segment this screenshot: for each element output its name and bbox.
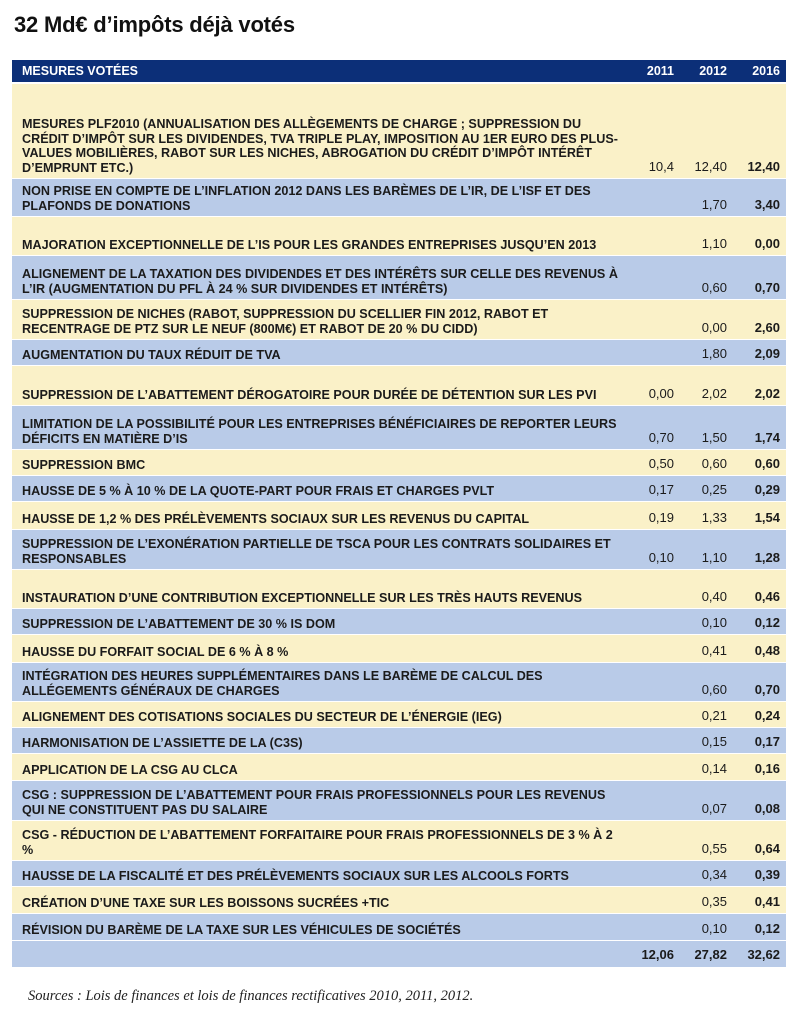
value-2011 [627,630,680,634]
table-row [12,754,786,781]
table-row [12,663,786,702]
table-row [12,609,786,635]
table-row [12,861,786,887]
value-2016: 0,00 [754,236,780,251]
table-row [12,887,786,914]
value-2011 [627,251,680,255]
value-2012: 0,25 [701,482,727,497]
measure-label: HAUSSE DE LA FISCALITÉ ET DES PRÉLÈVEMENTS SOCIAUX SUR LES ALCOOLS FORTS [22,868,569,883]
value-2012: 0,21 [701,708,727,723]
value-2012: 0,15 [701,734,727,749]
value-2012: 0,34 [701,867,727,882]
table-row [12,450,786,476]
table-row [12,702,786,728]
value-2012: 0,60 [701,280,727,295]
header-label: MESURES VOTÉES [22,64,138,78]
value-2012: 0,60 [701,456,727,471]
value-2016: 0,39 [754,867,780,882]
table-row [12,84,786,179]
value-2016: 0,46 [754,589,780,604]
measure-label: SUPPRESSION DE NICHES (RABOT, SUPPRESSION DU SCELLIER FIN 2012, RABOT ET RECENTRAGE DE PTZ SUR LE NEUF (800M€) ET RABOT DE 20 % DU CIDD) [22,307,549,336]
measure-label: RÉVISION DU BARÈME DE LA TAXE SUR LES VÉHICULES DE SOCIÉTÉS [22,922,461,937]
value-2012: 0,14 [701,761,727,776]
measure-label: CSG : SUPPRESSION DE L’ABATTEMENT POUR FRAIS PROFESSIONNELS POUR LES REVENUS QUI NE CONSTITUENT PAS DU SALAIRE [22,788,606,817]
measure-label: NON PRISE EN COMPTE DE L’INFLATION 2012 DANS LES BARÈMES DE L’IR, DE L’ISF ET DES PLAFONDS DE DONATIONS [22,184,591,213]
value-2012: 0,07 [701,801,727,816]
value-2011 [627,658,680,662]
value-2011: 10,4 [648,159,674,174]
table-row [12,340,786,366]
page-title: 32 Md€ d’impôts déjà votés [14,12,295,37]
measure-label: HAUSSE DU FORFAIT SOCIAL DE 6 % À 8 % [22,644,289,659]
value-2012: 0,60 [701,682,727,697]
value-2012: 0,55 [701,841,727,856]
value-2016: 1,74 [754,430,780,445]
value-2016: 2,60 [754,320,780,335]
measure-label: CRÉATION D’UNE TAXE SUR LES BOISSONS SUCRÉES +TIC [22,895,390,910]
value-2016: 2,09 [754,346,780,361]
value-2011 [627,936,680,940]
value-2011 [627,723,680,727]
measure-label: INSTAURATION D’UNE CONTRIBUTION EXCEPTIONNELLE SUR LES TRÈS HAUTS REVENUS [22,590,582,605]
value-2012: 1,10 [701,550,727,565]
value-2011: 0,19 [648,510,674,525]
value-2012: 0,40 [701,589,727,604]
table-row [12,570,786,609]
value-2011 [627,335,680,339]
header-year-2012: 2012 [699,64,727,78]
source-note: Sources : Lois de finances et lois de finances rectificatives 2010, 2011, 2012. [28,988,474,1004]
measure-label: INTÉGRATION DES HEURES SUPPLÉMENTAIRES DANS LE BARÈME DE CALCUL DES ALLÉGEMENTS GÉNÉRAUX DE CHARGES [22,669,543,698]
measure-label: HARMONISATION DE L’ASSIETTE DE LA (C3S) [22,735,303,750]
measure-label: MAJORATION EXCEPTIONNELLE DE L’IS POUR LES GRANDES ENTREPRISES JUSQU’EN 2013 [22,237,597,252]
measure-label: ALIGNEMENT DES COTISATIONS SOCIALES DU SECTEUR DE L’ÉNERGIE (IEG) [22,709,502,724]
value-2011 [627,604,680,608]
value-2011: 0,00 [648,386,674,401]
value-2012: 0,41 [701,643,727,658]
measure-label: AUGMENTATION DU TAUX RÉDUIT DE TVA [22,347,281,362]
total-2011: 12,06 [641,946,674,962]
value-2012: 0,10 [701,921,727,936]
total-row [12,941,786,967]
value-2016: 0,17 [754,734,780,749]
value-2012: 12,40 [694,159,727,174]
measure-label: HAUSSE DE 1,2 % DES PRÉLÈVEMENTS SOCIAUX SUR LES REVENUS DU CAPITAL [22,511,530,526]
measure-label: HAUSSE DE 5 % À 10 % DE LA QUOTE-PART POUR FRAIS ET CHARGES PVLT [22,483,495,498]
measure-label: CSG - RÉDUCTION DE L’ABATTEMENT FORFAITAIRE POUR FRAIS PROFESSIONNELS DE 3 % À 2 % [22,828,613,857]
table-row [12,530,786,570]
value-2016: 3,40 [754,197,780,212]
value-2011 [627,776,680,780]
value-2016: 0,60 [754,456,780,471]
value-2012: 1,50 [701,430,727,445]
value-2016: 0,41 [754,894,780,909]
value-2012: 0,35 [701,894,727,909]
measure-label: LIMITATION DE LA POSSIBILITÉ POUR LES ENTREPRISES BÉNÉFICIAIRES DE REPORTER LEURS DÉFICITS EN MATIÈRE D’IS [22,417,617,446]
value-2012: 1,33 [701,510,727,525]
value-2011 [627,361,680,365]
value-2012: 0,00 [701,320,727,335]
value-2012: 1,10 [701,236,727,251]
table-row [12,256,786,300]
value-2011 [627,856,680,860]
value-2011 [627,882,680,886]
measure-label: APPLICATION DE LA CSG AU CLCA [22,762,238,777]
total-2012: 27,82 [694,946,727,962]
value-2011: 0,17 [648,482,674,497]
value-2016: 0,08 [754,801,780,816]
table-row [12,635,786,663]
value-2012: 1,80 [701,346,727,361]
value-2016: 0,70 [754,280,780,295]
measure-label: SUPPRESSION DE L’ABATTEMENT DE 30 % IS DOM [22,616,336,631]
value-2011: 0,70 [648,430,674,445]
table-row [12,502,786,530]
value-2016: 0,12 [754,615,780,630]
value-2016: 0,16 [754,761,780,776]
measures-table [12,60,786,967]
value-2016: 0,64 [754,841,780,856]
table-row [12,914,786,941]
table-row [12,366,786,406]
measure-label: SUPPRESSION BMC [22,457,146,472]
table-row [12,781,786,821]
value-2016: 0,24 [754,708,780,723]
table-row [12,728,786,754]
value-2011: 0,10 [648,550,674,565]
value-2011 [627,909,680,913]
total-2016: 32,62 [747,946,780,962]
value-2011: 0,50 [648,456,674,471]
measure-label: ALIGNEMENT DE LA TAXATION DES DIVIDENDES ET DES INTÉRÊTS SUR CELLE DES REVENUS À L’IR (AUGMENTATION DU PFL À 24 % SUR DIVIDENDES ET INTÉRÊTS) [22,267,618,296]
header-year-2016: 2016 [752,64,780,78]
table-header [12,60,786,84]
value-2016: 0,48 [754,643,780,658]
value-2012: 2,02 [701,386,727,401]
table-row [12,406,786,450]
value-2011 [627,697,680,701]
value-2011 [627,749,680,753]
measure-label: SUPPRESSION DE L’EXONÉRATION PARTIELLE DE TSCA POUR LES CONTRATS SOLIDAIRES ET RESPONSABLES [22,537,611,566]
value-2016: 0,12 [754,921,780,936]
value-2016: 2,02 [754,386,780,401]
header-year-2011: 2011 [646,64,674,78]
table-row [12,476,786,502]
table-row [12,179,786,217]
table-row [12,217,786,256]
value-2016: 1,28 [754,550,780,565]
value-2011 [627,816,680,820]
value-2016: 12,40 [747,159,780,174]
value-2016: 1,54 [754,510,780,525]
value-2016: 0,29 [754,482,780,497]
value-2011 [627,295,680,299]
value-2012: 0,10 [701,615,727,630]
value-2012: 1,70 [701,197,727,212]
table-row [12,821,786,861]
value-2016: 0,70 [754,682,780,697]
table-body [12,84,786,941]
table-row [12,300,786,340]
value-2011 [627,212,680,216]
measure-label: SUPPRESSION DE L’ABATTEMENT DÉROGATOIRE POUR DURÉE DE DÉTENTION SUR LES PVI [22,387,597,402]
measure-label: MESURES PLF2010 (ANNUALISATION DES ALLÈGEMENTS DE CHARGE ; SUPPRESSION DU CRÉDIT D’IMPÔT SUR LES DIVIDENDES, TVA TRIPLE PLAY, IMPOSITION AU 1ER EURO DES PLUS-VALUES MOBILIÈRES, RABOT SUR LES NICHES, ABROGATION DU CRÉDIT D’IMPÔT INTÉRÊT D’EMPRUNT ETC.) [22,117,618,175]
